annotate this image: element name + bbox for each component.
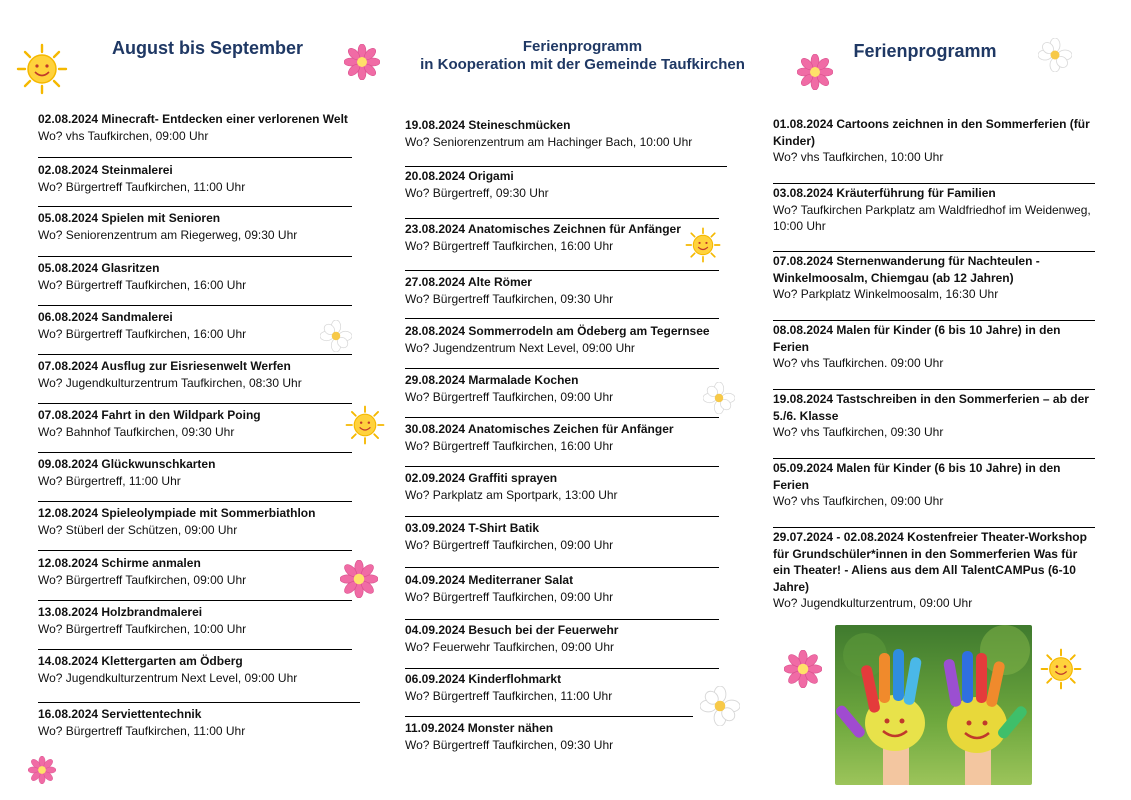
divider bbox=[38, 206, 352, 207]
middle-event bbox=[405, 117, 715, 150]
event-location: Wo? vhs Taufkirchen, 09:00 Uhr bbox=[38, 128, 209, 143]
left-event bbox=[38, 358, 358, 391]
white-flower-icon bbox=[1038, 38, 1072, 77]
right-event bbox=[773, 253, 1093, 303]
divider bbox=[773, 251, 1095, 252]
event-location: Wo? Bürgertreff Taufkirchen, 09:30 Uhr bbox=[405, 291, 614, 306]
event-title: 29.08.2024 Marmalade Kochen bbox=[405, 373, 579, 387]
event-title: 29.07.2024 - 02.08.2024 Kostenfreier Theater-Workshop für Grundschüler*innen in den Sommerferien Was für ein Theater! - Aliens aus dem All TalentCAMPus (6-10 Jahre) bbox=[773, 530, 1087, 594]
event-location: Wo? Bürgertreff Taufkirchen, 16:00 Uhr bbox=[38, 277, 247, 292]
event-title: 02.08.2024 Steinmalerei bbox=[38, 163, 173, 177]
divider bbox=[38, 403, 352, 404]
sun-icon bbox=[16, 43, 68, 100]
event-title: 30.08.2024 Anatomisches Zeichen für Anfänger bbox=[405, 422, 674, 436]
event-title: 07.08.2024 Fahrt in den Wildpark Poing bbox=[38, 408, 261, 422]
event-location: Wo? Parkplatz Winkelmoosalm, 16:30 Uhr bbox=[773, 287, 999, 302]
event-title: 05.08.2024 Glasritzen bbox=[38, 261, 160, 275]
middle-event bbox=[405, 421, 715, 454]
event-title: 04.09.2024 Besuch bei der Feuerwehr bbox=[405, 623, 619, 637]
event-title: 19.08.2024 Steineschmücken bbox=[405, 118, 571, 132]
event-title: 28.08.2024 Sommerrodeln am Ödeberg am Tegernsee bbox=[405, 324, 710, 338]
event-title: 04.09.2024 Mediterraner Salat bbox=[405, 573, 574, 587]
event-location: Wo? Stüberl der Schützen, 09:00 Uhr bbox=[38, 522, 238, 537]
divider bbox=[405, 318, 719, 319]
middle-heading-line1: Ferienprogramm bbox=[522, 38, 643, 55]
divider bbox=[773, 389, 1095, 390]
divider bbox=[38, 649, 352, 650]
sun-icon bbox=[1040, 648, 1082, 695]
divider bbox=[405, 417, 719, 418]
pink-flower-icon bbox=[340, 560, 378, 603]
right-event bbox=[773, 322, 1093, 372]
right-event bbox=[773, 185, 1093, 235]
event-title: 12.08.2024 Spieleolympiade mit Sommerbiathlon bbox=[38, 506, 316, 520]
pink-flower-icon bbox=[784, 650, 822, 693]
divider bbox=[773, 320, 1095, 321]
middle-heading-line2: in Kooperation mit der Gemeinde Taufkirchen bbox=[420, 56, 745, 73]
event-title: 11.09.2024 Monster nähen bbox=[405, 721, 554, 735]
event-location: Wo? Bürgertreff Taufkirchen, 09:30 Uhr bbox=[405, 737, 614, 752]
middle-heading bbox=[400, 38, 765, 74]
divider bbox=[38, 452, 352, 453]
right-event bbox=[773, 460, 1093, 510]
right-event bbox=[773, 116, 1093, 166]
divider bbox=[38, 702, 360, 703]
middle-event bbox=[405, 274, 715, 307]
event-title: 02.08.2024 Minecraft- Entdecken einer verlorenen Welt bbox=[38, 112, 348, 126]
divider bbox=[405, 619, 719, 620]
divider bbox=[38, 600, 352, 601]
left-event bbox=[38, 111, 358, 144]
event-location: Wo? vhs Taufkirchen. 09:00 Uhr bbox=[773, 356, 944, 371]
event-title: 02.09.2024 Graffiti sprayen bbox=[405, 471, 558, 485]
divider bbox=[405, 166, 727, 167]
event-title: 06.09.2024 Kinderflohmarkt bbox=[405, 672, 562, 686]
event-title: 08.08.2024 Malen für Kinder (6 bis 10 Jahre) in den Ferien bbox=[773, 323, 1061, 354]
left-event bbox=[38, 210, 358, 243]
divider bbox=[38, 354, 352, 355]
right-heading: Ferienprogramm bbox=[853, 41, 997, 61]
middle-event bbox=[405, 622, 715, 655]
event-location: Wo? Bürgertreff Taufkirchen, 11:00 Uhr bbox=[38, 723, 246, 738]
event-title: 14.08.2024 Klettergarten am Ödberg bbox=[38, 654, 243, 668]
event-location: Wo? Bürgertreff, 09:30 Uhr bbox=[405, 185, 549, 200]
divider bbox=[405, 567, 719, 568]
divider bbox=[773, 183, 1095, 184]
middle-event bbox=[405, 221, 715, 254]
left-event bbox=[38, 309, 358, 342]
middle-event bbox=[405, 372, 715, 405]
middle-event bbox=[405, 572, 715, 605]
white-flower-icon bbox=[700, 686, 740, 731]
event-location: Wo? Feuerwehr Taufkirchen, 09:00 Uhr bbox=[405, 639, 614, 654]
left-event bbox=[38, 456, 358, 489]
middle-event bbox=[405, 720, 715, 753]
event-location: Wo? Jugendzentrum Next Level, 09:00 Uhr bbox=[405, 340, 635, 355]
event-location: Wo? Bürgertreff Taufkirchen, 11:00 Uhr bbox=[405, 688, 613, 703]
event-title: 12.08.2024 Schirme anmalen bbox=[38, 556, 201, 570]
event-title: 05.09.2024 Malen für Kinder (6 bis 10 Jahre) in den Ferien bbox=[773, 461, 1061, 492]
divider bbox=[38, 256, 352, 257]
divider bbox=[405, 466, 719, 467]
event-location: Wo? Seniorenzentrum am Hachinger Bach, 10:00 Uhr bbox=[405, 134, 693, 149]
divider bbox=[405, 270, 719, 271]
divider bbox=[38, 157, 352, 158]
event-location: Wo? vhs Taufkirchen, 09:00 Uhr bbox=[773, 494, 944, 509]
divider bbox=[38, 501, 352, 502]
divider bbox=[405, 368, 719, 369]
event-location: Wo? vhs Taufkirchen, 09:30 Uhr bbox=[773, 425, 944, 440]
white-flower-icon bbox=[320, 320, 352, 357]
event-title: 20.08.2024 Origami bbox=[405, 169, 514, 183]
sun-icon bbox=[345, 405, 385, 450]
event-location: Wo? Jugendkulturzentrum, 09:00 Uhr bbox=[773, 596, 973, 611]
event-location: Wo? Bürgertreff Taufkirchen, 16:00 Uhr bbox=[405, 238, 614, 253]
left-event bbox=[38, 505, 358, 538]
middle-event bbox=[405, 671, 715, 704]
left-event bbox=[38, 706, 358, 739]
left-heading: August bis September bbox=[111, 38, 304, 58]
pink-flower-icon bbox=[344, 44, 380, 85]
event-title: 07.08.2024 Ausflug zur Eisriesenwelt Werfen bbox=[38, 359, 291, 373]
event-title: 03.08.2024 Kräuterführung für Familien bbox=[773, 186, 996, 200]
event-title: 16.08.2024 Serviettentechnik bbox=[38, 707, 202, 721]
divider bbox=[38, 550, 352, 551]
pink-flower-icon bbox=[28, 756, 56, 789]
event-title: 27.08.2024 Alte Römer bbox=[405, 275, 532, 289]
divider bbox=[405, 668, 719, 669]
painted-hands-photo bbox=[835, 625, 1032, 785]
event-location: Wo? Bürgertreff Taufkirchen, 10:00 Uhr bbox=[38, 621, 247, 636]
divider bbox=[405, 218, 719, 219]
event-title: 07.08.2024 Sternenwanderung für Nachteulen - Winkelmoosalm, Chiemgau (ab 12 Jahren) bbox=[773, 254, 1040, 285]
event-title: 23.08.2024 Anatomisches Zeichnen für Anfänger bbox=[405, 222, 681, 236]
event-location: Wo? vhs Taufkirchen, 10:00 Uhr bbox=[773, 150, 944, 165]
event-location: Wo? Jugendkulturzentrum Taufkirchen, 08:30 Uhr bbox=[38, 375, 302, 390]
event-title: 09.08.2024 Glückwunschkarten bbox=[38, 457, 216, 471]
divider bbox=[38, 305, 352, 306]
left-event bbox=[38, 555, 358, 588]
divider bbox=[773, 527, 1095, 528]
event-location: Wo? Bahnhof Taufkirchen, 09:30 Uhr bbox=[38, 424, 235, 439]
right-event bbox=[773, 391, 1093, 441]
event-location: Wo? Parkplatz am Sportpark, 13:00 Uhr bbox=[405, 487, 618, 502]
left-event bbox=[38, 653, 358, 686]
event-location: Wo? Bürgertreff Taufkirchen, 09:00 Uhr bbox=[405, 589, 614, 604]
divider bbox=[773, 458, 1095, 459]
sun-icon bbox=[685, 227, 721, 268]
event-title: 05.08.2024 Spielen mit Senioren bbox=[38, 211, 221, 225]
event-title: 13.08.2024 Holzbrandmalerei bbox=[38, 605, 203, 619]
divider bbox=[405, 716, 693, 717]
middle-event bbox=[405, 168, 715, 201]
event-location: Wo? Bürgertreff Taufkirchen, 16:00 Uhr bbox=[405, 438, 614, 453]
middle-event bbox=[405, 323, 715, 356]
event-title: 01.08.2024 Cartoons zeichnen in den Sommerferien (für Kinder) bbox=[773, 117, 1090, 148]
middle-event bbox=[405, 470, 715, 503]
right-event bbox=[773, 529, 1093, 612]
left-event bbox=[38, 260, 358, 293]
pink-flower-icon bbox=[797, 54, 833, 95]
event-location: Wo? Bürgertreff Taufkirchen, 16:00 Uhr bbox=[38, 326, 247, 341]
middle-event bbox=[405, 520, 715, 553]
white-flower-icon bbox=[703, 382, 735, 419]
event-location: Wo? Bürgertreff Taufkirchen, 09:00 Uhr bbox=[405, 537, 614, 552]
event-location: Wo? Bürgertreff Taufkirchen, 09:00 Uhr bbox=[405, 389, 614, 404]
divider bbox=[405, 516, 719, 517]
event-location: Wo? Seniorenzentrum am Riegerweg, 09:30 Uhr bbox=[38, 227, 298, 242]
event-location: Wo? Bürgertreff Taufkirchen, 11:00 Uhr bbox=[38, 179, 246, 194]
event-location: Wo? Jugendkulturzentrum Next Level, 09:00 Uhr bbox=[38, 670, 298, 685]
event-location: Wo? Bürgertreff Taufkirchen, 09:00 Uhr bbox=[38, 572, 247, 587]
left-event bbox=[38, 604, 358, 637]
event-location: Wo? Taufkirchen Parkplatz am Waldfriedhof im Weidenweg, 10:00 Uhr bbox=[773, 202, 1091, 234]
event-title: 03.09.2024 T-Shirt Batik bbox=[405, 521, 540, 535]
event-title: 19.08.2024 Tastschreiben in den Sommerferien – ab der 5./6. Klasse bbox=[773, 392, 1089, 423]
event-title: 06.08.2024 Sandmalerei bbox=[38, 310, 173, 324]
left-event bbox=[38, 407, 358, 440]
left-event bbox=[38, 162, 358, 195]
event-location: Wo? Bürgertreff, 11:00 Uhr bbox=[38, 473, 181, 488]
